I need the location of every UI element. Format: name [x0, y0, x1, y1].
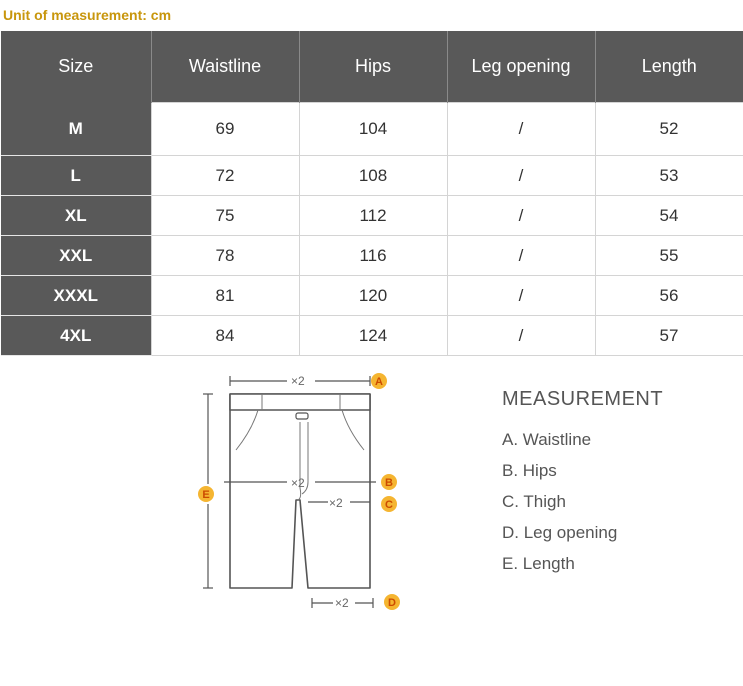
table-row [1, 103, 743, 156]
size-cell: XL [1, 196, 151, 236]
badge-c [381, 496, 397, 512]
legend-title: MEASUREMENT [502, 388, 664, 410]
waistline-cell: 75 [151, 196, 299, 236]
length-cell: 55 [595, 236, 743, 276]
table-row [1, 236, 743, 276]
waistline-cell: 84 [151, 316, 299, 356]
legend-item-length: E. Length [502, 554, 575, 573]
leg-opening-multiplier: ×2 [335, 596, 349, 610]
hips-cell: 108 [299, 156, 447, 196]
hips-cell: 104 [299, 103, 447, 156]
badge-a [371, 373, 387, 389]
legend-item-thigh: C. Thigh [502, 492, 566, 511]
table-row [1, 156, 743, 196]
leg-opening-cell: / [447, 196, 595, 236]
waistline-cell: 72 [151, 156, 299, 196]
thigh-multiplier: ×2 [329, 496, 343, 510]
waistline-cell: 81 [151, 276, 299, 316]
size-cell: XXXL [1, 276, 151, 316]
badge-d [384, 594, 400, 610]
waistline-cell: 78 [151, 236, 299, 276]
svg-text:A: A [375, 376, 383, 388]
hips-cell: 116 [299, 236, 447, 276]
header-hips: Hips [299, 31, 447, 103]
size-cell: XXL [1, 236, 151, 276]
measurement-legend [502, 388, 663, 585]
header-size: Size [1, 31, 151, 103]
header-length: Length [595, 31, 743, 103]
size-cell: M [1, 103, 151, 156]
length-cell: 53 [595, 156, 743, 196]
header-leg-opening: Leg opening [447, 31, 595, 103]
leg-opening-cell: / [447, 103, 595, 156]
length-cell: 54 [595, 196, 743, 236]
svg-text:C: C [385, 499, 393, 511]
table-header-row [1, 31, 743, 103]
button-icon [296, 413, 308, 419]
legend-item-hips: B. Hips [502, 461, 557, 480]
hips-multiplier: ×2 [291, 476, 305, 490]
leg-opening-cell: / [447, 236, 595, 276]
length-cell: 52 [595, 103, 743, 156]
size-cell: L [1, 156, 151, 196]
badge-e [198, 486, 214, 502]
svg-text:B: B [385, 477, 393, 489]
leg-opening-cell: / [447, 316, 595, 356]
badge-b [381, 474, 397, 490]
length-cell: 56 [595, 276, 743, 316]
waistline-multiplier: ×2 [291, 374, 305, 388]
size-chart-table [1, 31, 743, 356]
svg-text:E: E [202, 489, 210, 501]
legend-item-leg-opening: D. Leg opening [502, 523, 618, 542]
waistline-cell: 69 [151, 103, 299, 156]
leg-opening-cell: / [447, 276, 595, 316]
hips-cell: 120 [299, 276, 447, 316]
table-row [1, 316, 743, 356]
shorts-measurement-diagram [190, 360, 420, 620]
legend-item-waistline: A. Waistline [502, 430, 592, 449]
unit-of-measurement-label: Unit of measurement: cm [3, 7, 172, 23]
hips-cell: 124 [299, 316, 447, 356]
table-row [1, 276, 743, 316]
hips-cell: 112 [299, 196, 447, 236]
length-cell: 57 [595, 316, 743, 356]
header-waistline: Waistline [151, 31, 299, 103]
svg-text:D: D [388, 597, 396, 609]
table-row [1, 196, 743, 236]
leg-opening-cell: / [447, 156, 595, 196]
size-cell: 4XL [1, 316, 151, 356]
